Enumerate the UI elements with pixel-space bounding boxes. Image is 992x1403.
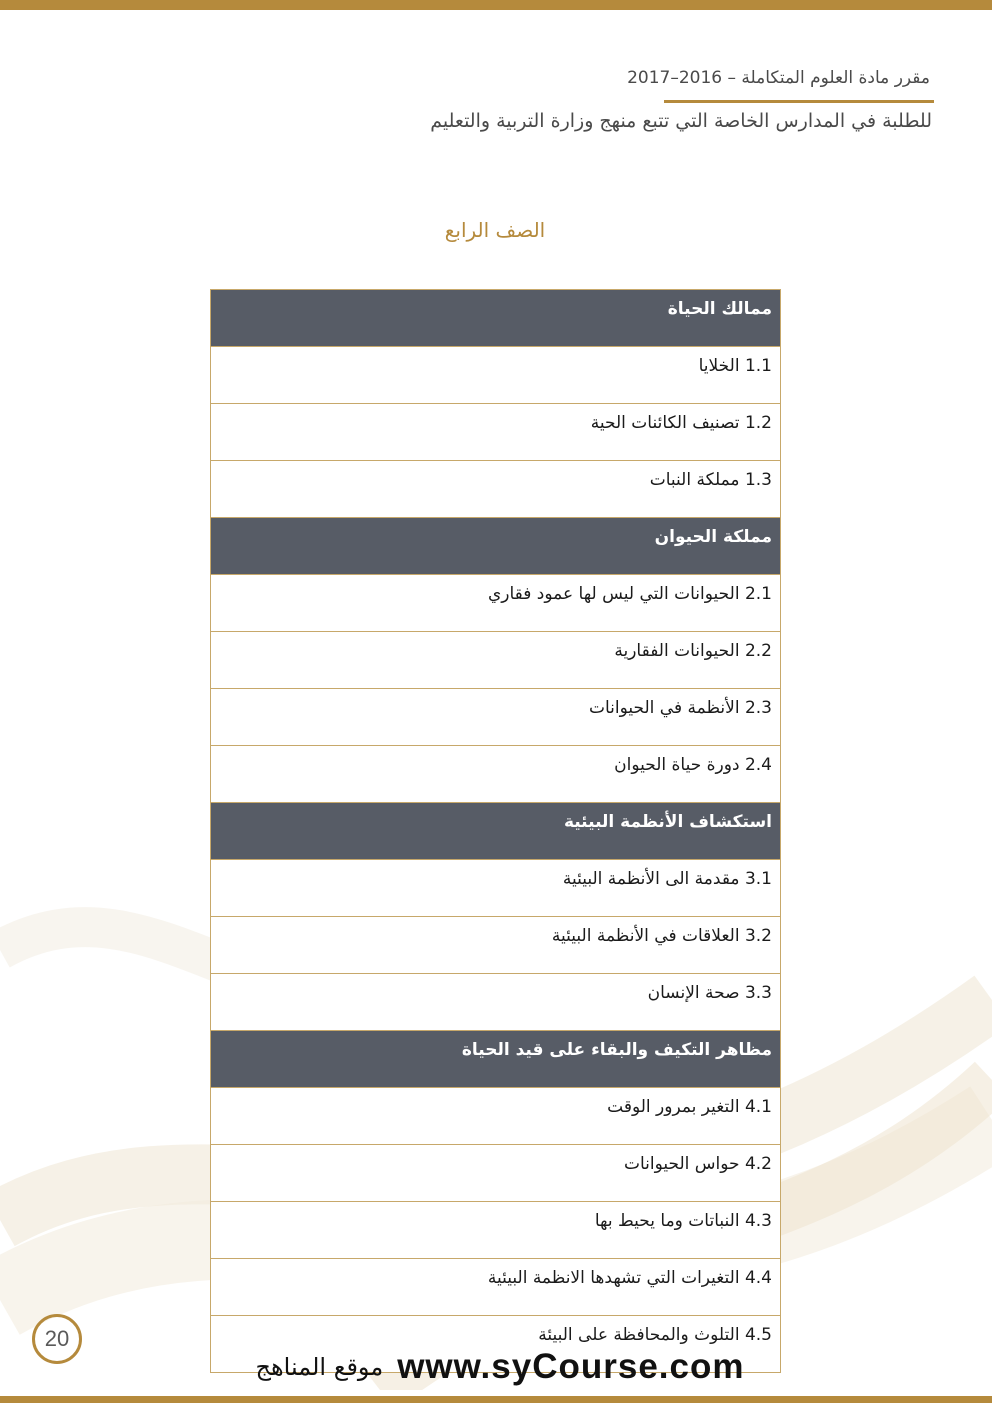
toc-entry-label: التغير بمرور الوقت <box>607 1097 740 1117</box>
toc-row <box>211 1145 781 1202</box>
section-title: ممالك الحياة <box>211 290 781 347</box>
toc-entry-label: الأنظمة في الحيوانات <box>588 698 740 718</box>
toc-entry <box>211 746 781 803</box>
toc-entry-number: 4.5 <box>744 1325 772 1345</box>
toc-row <box>211 1259 781 1316</box>
toc-entry-number: 2.4 <box>744 755 772 775</box>
toc-entry <box>211 860 781 917</box>
toc-entry <box>211 1259 781 1316</box>
toc-section-header <box>211 803 781 860</box>
watermark-site-name: موقع المناهج <box>255 1353 384 1381</box>
audience-line: للطلبة في المدارس الخاصة التي تتبع منهج وزارة التربية والتعليم <box>430 110 932 132</box>
toc-entry <box>211 461 781 518</box>
toc-entry-label: العلاقات في الأنظمة البيئية <box>551 926 740 946</box>
watermark-url: www.syCourse.com <box>397 1347 745 1386</box>
toc-entry <box>211 347 781 404</box>
toc-entry-label: التغيرات التي تشهدها الانظمة البيئية <box>487 1268 740 1288</box>
toc-entry-number: 4.1 <box>744 1097 772 1117</box>
toc-entry-number: 4.3 <box>744 1211 772 1231</box>
toc-entry-number: 3.3 <box>744 983 772 1003</box>
toc-entry-label: الحيوانات التي ليس لها عمود فقاري <box>487 584 740 604</box>
toc-entry-label: الخلايا <box>698 356 740 376</box>
toc-entry <box>211 689 781 746</box>
toc-entry-number: 1.1 <box>744 356 772 376</box>
toc-entry-number: 2.1 <box>744 584 772 604</box>
toc-row <box>211 746 781 803</box>
toc-entry-label: تصنيف الكائنات الحية <box>590 413 740 433</box>
page-number: 20 <box>32 1314 82 1364</box>
toc-entry-label: مقدمة الى الأنظمة البيئية <box>562 869 740 889</box>
section-title: مظاهر التكيف والبقاء على قيد الحياة <box>211 1031 781 1088</box>
toc-entry-number: 4.4 <box>744 1268 772 1288</box>
toc-entry <box>211 917 781 974</box>
section-title: استكشاف الأنظمة البيئية <box>211 803 781 860</box>
toc-entry-number: 2.3 <box>744 698 772 718</box>
toc-entry <box>211 1202 781 1259</box>
toc-row <box>211 347 781 404</box>
top-gold-bar <box>0 0 992 10</box>
toc-row <box>211 860 781 917</box>
toc-entry-label: النباتات وما يحيط بها <box>594 1211 740 1231</box>
toc-entry <box>211 575 781 632</box>
toc-entry <box>211 1145 781 1202</box>
toc-row <box>211 917 781 974</box>
toc-entry <box>211 632 781 689</box>
table-of-contents <box>210 289 781 1373</box>
site-watermark <box>220 1344 780 1390</box>
toc-section-header <box>211 518 781 575</box>
toc-entry-label: الحيوانات الفقارية <box>614 641 740 661</box>
toc-row <box>211 1202 781 1259</box>
toc-entry-label: مملكة النبات <box>649 470 740 490</box>
toc-row <box>211 575 781 632</box>
toc-entry-label: حواس الحيوانات <box>623 1154 740 1174</box>
toc-entry-number: 3.2 <box>744 926 772 946</box>
toc-entry-label: دورة حياة الحيوان <box>614 755 740 775</box>
bottom-gold-bar <box>0 1396 992 1403</box>
toc-row <box>211 461 781 518</box>
course-title: مقرر مادة العلوم المتكاملة – 2016–2017 <box>627 68 930 88</box>
toc-row <box>211 974 781 1031</box>
toc-entry-label: التلوث والمحافظة على البيئة <box>538 1325 740 1345</box>
toc-entry-number: 3.1 <box>744 869 772 889</box>
toc-entry-number: 1.2 <box>744 413 772 433</box>
toc-section-header <box>211 1031 781 1088</box>
toc-row <box>211 404 781 461</box>
toc-entry <box>211 404 781 461</box>
toc-entry-label: صحة الإنسان <box>647 983 740 1003</box>
toc-section-header <box>211 290 781 347</box>
header-rule <box>664 100 934 103</box>
toc-entry <box>211 1088 781 1145</box>
toc-row <box>211 632 781 689</box>
toc-row <box>211 1088 781 1145</box>
toc-entry-number: 1.3 <box>744 470 772 490</box>
toc-row <box>211 689 781 746</box>
section-title: مملكة الحيوان <box>211 518 781 575</box>
grade-title: الصف الرابع <box>444 218 546 242</box>
toc-entry-number: 4.2 <box>744 1154 772 1174</box>
toc-entry <box>211 974 781 1031</box>
toc-entry-number: 2.2 <box>744 641 772 661</box>
